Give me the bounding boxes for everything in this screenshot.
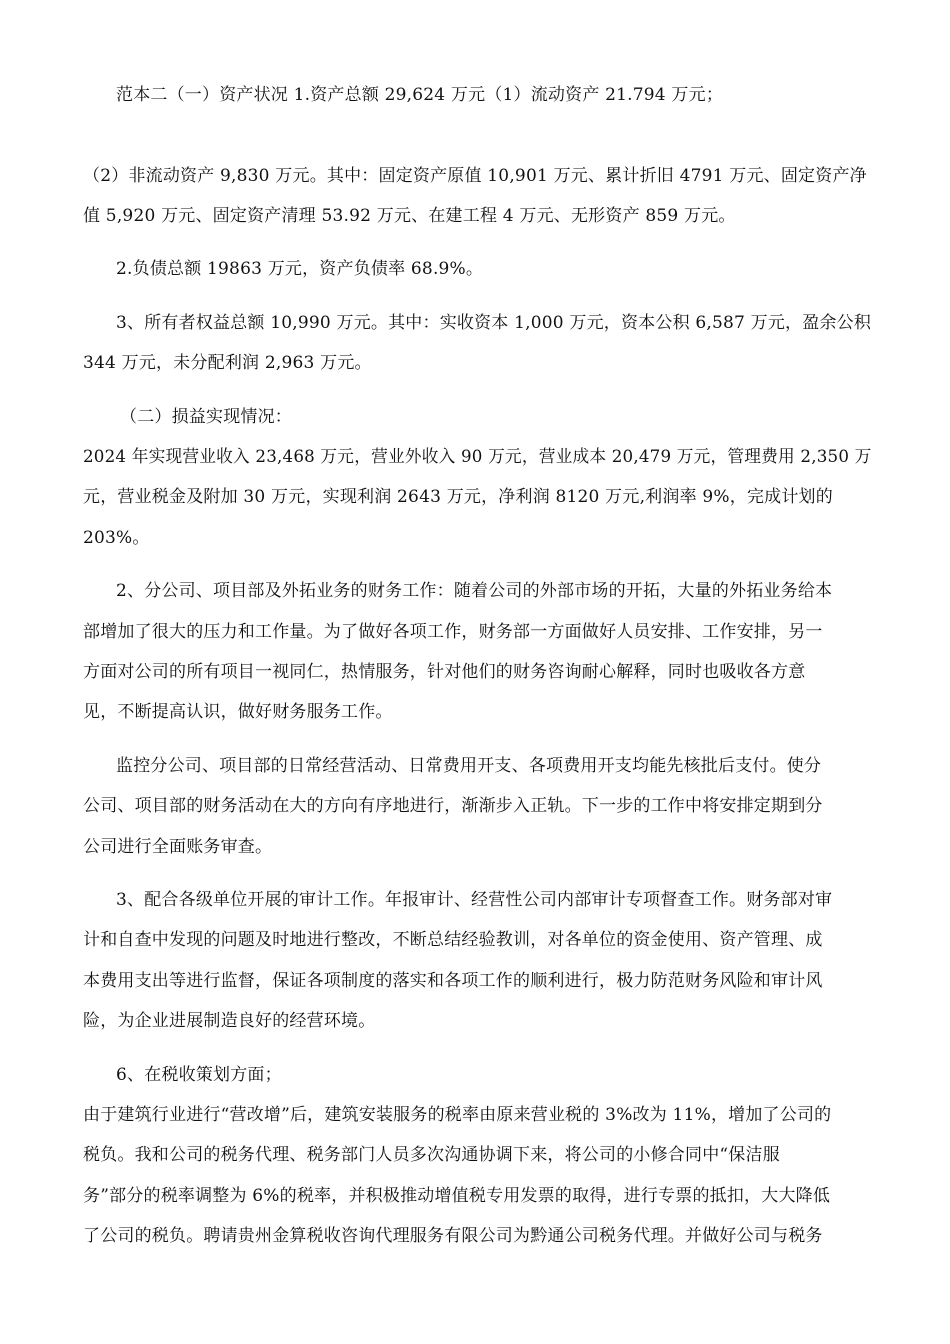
text-line-9: 元，营业税金及附加 30 万元，实现利润 2643 万元，净利润 8120 万元,利润率 9%，完成计划的 [83,487,833,507]
text-line-18: 3、配合各级单位开展的审计工作。年报审计、经营性公司内部审计专项督查工作。财务部对审 [116,890,833,910]
text-line-3: 值 5,920 万元、固定资产清理 53.92 万元、在建工程 4 万元、无形资产 859 万元。 [83,206,736,226]
text-line-6: 344 万元，未分配利润 2,963 万元。 [83,353,372,373]
text-line-16: 公司、项目部的财务活动在大的方向有序地进行，渐渐步入正轨。下一步的工作中将安排定期到分 [83,796,823,816]
text-line-14: 见，不断提高认识，做好财务服务工作。 [83,702,393,722]
text-line-23: 由于建筑行业进行“营改增”后，建筑安装服务的税率由原来营业税的 3%改为 11%，增加了公司的 [83,1105,832,1125]
text-line-21: 险，为企业进展制造良好的经营环境。 [83,1011,376,1031]
text-line-2: （2）非流动资产 9,830 万元。其中：固定资产原值 10,901 万元、累计折旧 4791 万元、固定资产净 [83,166,867,186]
text-line-1: 范本二（一）资产状况 1.资产总额 29,624 万元（1）流动资产 21.794 万元； [116,85,724,105]
text-line-13: 方面对公司的所有项目一视同仁，热情服务，针对他们的财务咨询耐心解释，同时也吸收各方意 [83,662,806,682]
text-line-26: 了公司的税负。聘请贵州金算税收咨询代理服务有限公司为黔通公司税务代理。并做好公司与税务 [83,1226,823,1246]
text-line-17: 公司进行全面账务审查。 [83,837,273,857]
text-line-5: 3、所有者权益总额 10,990 万元。其中：实收资本 1,000 万元，资本公积 6,587 万元，盈余公积 [116,313,872,333]
text-line-11: 2、分公司、项目部及外拓业务的财务工作：随着公司的外部市场的开拓，大量的外拓业务给本 [116,581,833,601]
text-line-20: 本费用支出等进行监督，保证各项制度的落实和各项工作的顺利进行，极力防范财务风险和审计风 [83,971,823,991]
text-line-25: 务”部分的税率调整为 6%的税率，并积极推动增值税专用发票的取得，进行专票的抵扣，大大降低 [83,1186,831,1206]
section-heading-tax: 6、在税收策划方面； [116,1065,282,1085]
section-heading-profit: （二）损益实现情况： [120,407,292,427]
text-line-15: 监控分公司、项目部的日常经营活动、日常费用开支、各项费用开支均能先核批后支付。使分 [116,756,822,776]
text-line-8: 2024 年实现营业收入 23,468 万元，营业外收入 90 万元，营业成本 20,479 万元，管理费用 2,350 万 [83,447,872,467]
text-line-10: 203%。 [83,528,150,548]
text-line-12: 部增加了很大的压力和工作量。为了做好各项工作，财务部一方面做好人员安排、工作安排，另一 [83,622,823,642]
text-line-19: 计和自查中发现的问题及时地进行整改，不断总结经验教训，对各单位的资金使用、资产管理、成 [83,930,823,950]
text-line-4: 2.负债总额 19863 万元，资产负债率 68.9%。 [116,259,484,279]
text-line-24: 税负。我和公司的税务代理、税务部门人员多次沟通协调下来，将公司的小修合同中“保洁服 [83,1145,780,1165]
